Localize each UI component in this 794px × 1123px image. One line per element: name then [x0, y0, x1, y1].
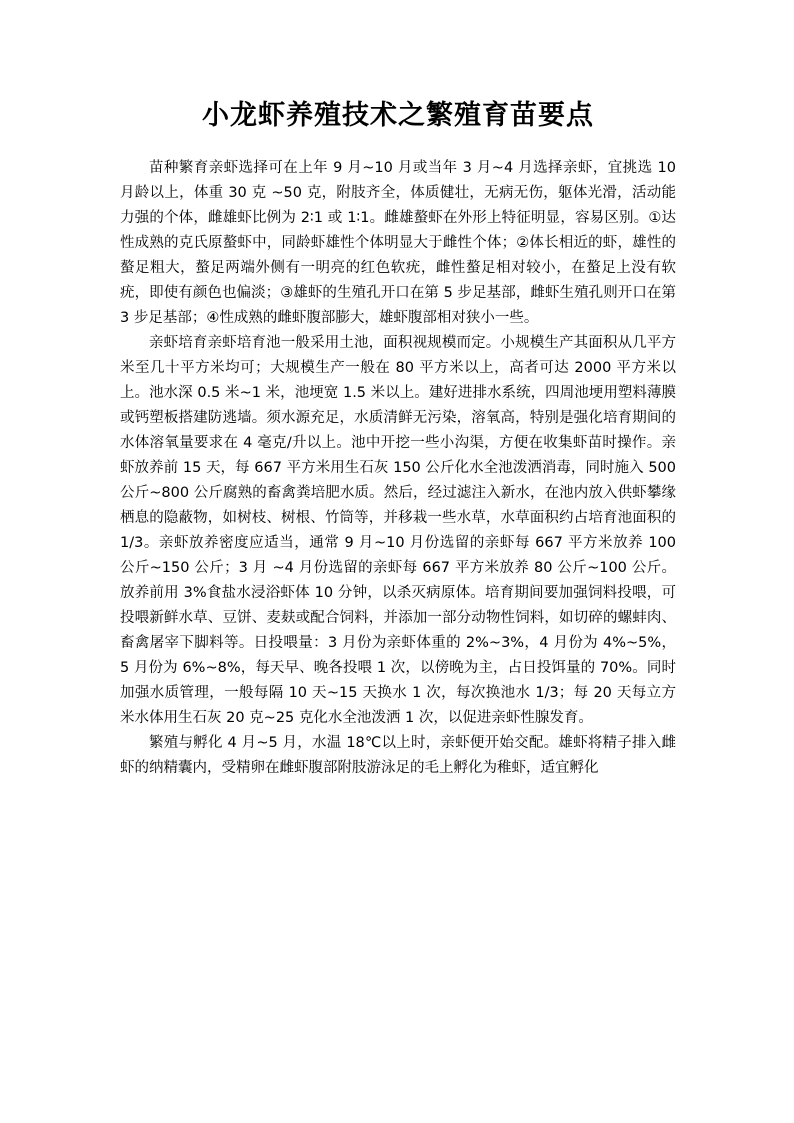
document-title: 小龙虾养殖技术之繁殖育苗要点	[202, 100, 594, 131]
paragraph-broodstock-cultivation: 亲虾培育亲虾培育池一般采用土池，面积视规模而定。小规模生产其面积从几平方米至几十平方米均可；大规模生产一般在 80 平方米以上，高者可达 2000 平方米以上。池水深 0.5 米~1 米，池埂宽 1.5 米以上。建好进排水系统，四周池埂用塑料薄膜或钙塑板搭建防逃墙。须水源充足，水质清鲜无污染，溶氧高，特别是强化培育期间的水体溶氧量要求在 4 毫克/升以上。池中开挖一些小沟渠，方便在收集虾苗时操作。亲虾放养前 15 天，每 667 平方米用生石灰 150 公斤化水全池泼洒消毒，同时施入 500 公斤~800 公斤腐熟的畜禽粪培肥水质。然后，经过滤注入新水，在池内放入供虾攀缘栖息的隐蔽物，如树枝、树根、竹筒等，并移栽一些水草，水草面积约占培育池面积的 1/3。亲虾放养密度应适当，通常 9 月~10 月份选留的亲虾每 667 平方米放养 100 公斤~150 公斤；3 月 ~4 月份选留的亲虾每 667 平方米放养 80 公斤~100 公斤。放养前用 3%食盐水浸浴虾体 10 分钟，以杀灭病原体。培育期间要加强饲料投喂，可投喂新鲜水草、豆饼、麦麸或配合饲料，并添加一部分动物性饲料，如切碎的螺蚌肉、畜禽屠宰下脚料等。日投喂量：3 月份为亲虾体重的 2%~3%，4 月份为 4%~5%， 5 月份为 6%~8%，每天早、晚各投喂 1 次，以傍晚为主，占日投饵量的 70%。同时加强水质管理，一般每隔 10 天~15 天换水 1 次，每次换池水 1/3；每 20 天每立方米水体用生石灰 20 克~25 克化水全池泼洒 1 次，以促进亲虾性腺发育。	[120, 335, 676, 726]
paragraph-breeding-hatching: 繁殖与孵化 4 月~5 月，水温 18℃以上时，亲虾便开始交配。雄虾将精子排入雌虾的纳精囊内，受精卵在雌虾腹部附肢游泳足的毛上孵化为稚虾，适宜孵化	[120, 735, 676, 776]
document-page	[120, 96, 676, 781]
paragraph-broodstock-selection: 苗种繁育亲虾选择可在上年 9 月~10 月或当年 3 月~4 月选择亲虾，宜挑选 10 月龄以上，体重 30 克 ~50 克，附肢齐全，体质健壮，无病无伤，躯体光滑，活动能力强的个体，雌雄虾比例为 2∶1 或 1∶1。雌雄螯虾在外形上特征明显，容易区别。①达性成熟的克氏原螯虾中，同龄虾雄性个体明显大于雌性个体；②体长相近的虾，雄性的螯足粗大，螯足两端外侧有一明亮的红色软疣，雌性螯足相对较小，在螯足上没有软疣，即使有颜色也偏淡；③雄虾的生殖孔开口在第 5 步足基部，雌虾生殖孔则开口在第 3 步足基部；④性成熟的雌虾腹部膨大，雄虾腹部相对狭小一些。	[120, 160, 676, 326]
document-body	[120, 156, 676, 781]
